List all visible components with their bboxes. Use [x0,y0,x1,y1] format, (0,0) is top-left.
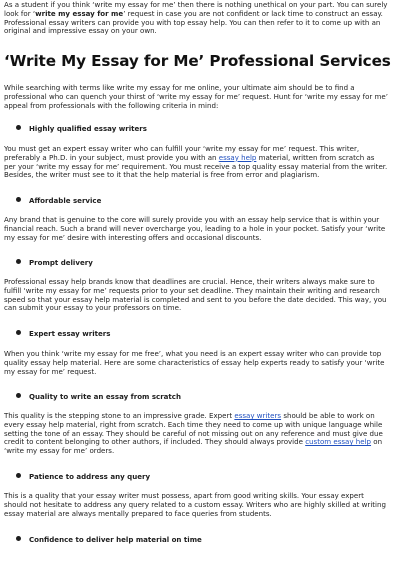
text-line: essay material are always mentally prepared to face queries from students. [4,508,272,518]
text-line: As a student if you think ‘write my essay for me’ then there is nothing unethical on your part. You can surely [4,0,388,9]
intro-paragraph [4,1,413,36]
text-line: appeal from professionals with the following criteria in mind: [4,100,219,110]
text-line: While searching with terms like write my essay for me online, your ultimate aim should be to find a [4,83,355,92]
paragraph-7 [4,492,413,518]
bullet-label: Patience to address any query [29,472,151,481]
essay-help-link[interactable]: essay help [218,152,257,162]
text-line: This is a quality that your essay writer must possess, apart from good writing skills. Your essay expert [4,491,364,500]
bullet-icon [16,197,21,202]
bullet-icon [16,473,21,478]
bullet-icon [16,259,21,264]
text-line: quality essay help material. Here are some characteristics of essay help experts ready to satisfy your ‘write [4,357,385,367]
bullet-icon [16,330,21,335]
bullet-label: Expert essay writers [29,329,111,338]
paragraph-4 [4,278,413,313]
bullet-label: Affordable service [29,196,102,205]
page-heading: ‘Write My Essay for Me’ Professional Services [4,52,391,70]
text-line: original and impressive essay on your own. [4,26,157,36]
bullet-confidence [4,535,413,544]
bullet-prompt-delivery [4,258,413,267]
bullet-label: Prompt delivery [29,258,93,267]
text-line: Any brand that is genuine to the core will surely provide you with an essay help service that is within your [4,215,380,224]
bullet-expert-writers [4,329,413,338]
paragraph-6 [4,412,413,456]
text-line: can submit your essay to your professors on time. [4,303,182,313]
paragraph-5 [4,350,413,376]
text-line: Professional essay writers can provide you with top essay help. You can then refer to it to come up with an [4,17,381,27]
paragraph-2 [4,145,413,180]
bullet-qualified-writers [4,124,413,133]
text-line: preferably a Ph.D. in your subject, must provide you with an essay help material, written from scratch as [4,152,375,162]
paragraph-3 [4,216,413,242]
text-line: When you think ‘write my essay for me free’, what you need is an expert essay writer who can provide top [4,349,382,358]
bullet-label: Quality to write an essay from scratch [29,392,181,401]
bullet-icon [16,536,21,541]
bullet-icon [16,125,21,130]
text-line: every essay help material, right from scratch. Each time they need to come up with unique language while [4,419,383,429]
bullet-quality-scratch [4,392,413,401]
text-line: setting the tone of an essay. They should be careful of not missing out on any reference and must give due [4,428,383,438]
essay-writers-link[interactable]: essay writers [234,411,282,420]
custom-essay-help-link[interactable]: custom essay help [305,437,372,447]
text-line: You must get an expert essay writer who can fulfill your ‘write my essay for me’ request. This writer, [4,144,360,153]
text-line: This quality is the stepping stone to an impressive grade. Expert essay writers should be able to work on [4,411,375,420]
text-line: speed so that your essay help material is completed and sent to you before the date decided. This way, you [4,294,387,304]
paragraph-1 [4,84,413,110]
text-line: fulfill ‘write my essay for me’ requests prior to your set deadline. They maintain their writing and research [4,285,380,295]
text-line: Besides, the writer must see to it that the help material is free from error and plagiarism. [4,170,320,180]
text-line: should not hesitate to address any query related to a custom essay. Writers who are highly skilled at writing [4,499,386,509]
text-line: my essay for me’ desire with interesting offers and occasional discounts. [4,232,262,242]
text-line: look for ‘write my essay for me’ request in case you are not confident or lack time to construct an essay. [4,8,383,18]
text-line: financial reach. Such a brand will never overcharge you, leading to a hole in your pocket. Satisfy your ‘write [4,223,386,233]
bullet-label: Highly qualified essay writers [29,124,147,133]
text-line: my essay for me’ request. [4,366,97,376]
bullet-label: Confidence to deliver help material on time [29,535,202,544]
text-line: ‘write my essay for me’ orders. [4,446,115,456]
bullet-icon [16,393,21,398]
text-line: per your ‘write my essay for me’ requirement. You must receive a top quality essay material from the writer. [4,161,388,171]
text-line: professional who can quench your thirst of ‘write my essay for me’ request. Hunt for ‘write my essay for me’ [4,91,388,101]
bullet-patience [4,472,413,481]
text-line: Professional essay help brands know that deadlines are crucial. Hence, their writers always make sure to [4,277,375,286]
text-line: credit to content belonging to other authors, if included. They should always provide custom essay help on [4,437,383,447]
bullet-affordable-service [4,196,413,205]
bold-phrase: write my essay for me [35,8,124,18]
